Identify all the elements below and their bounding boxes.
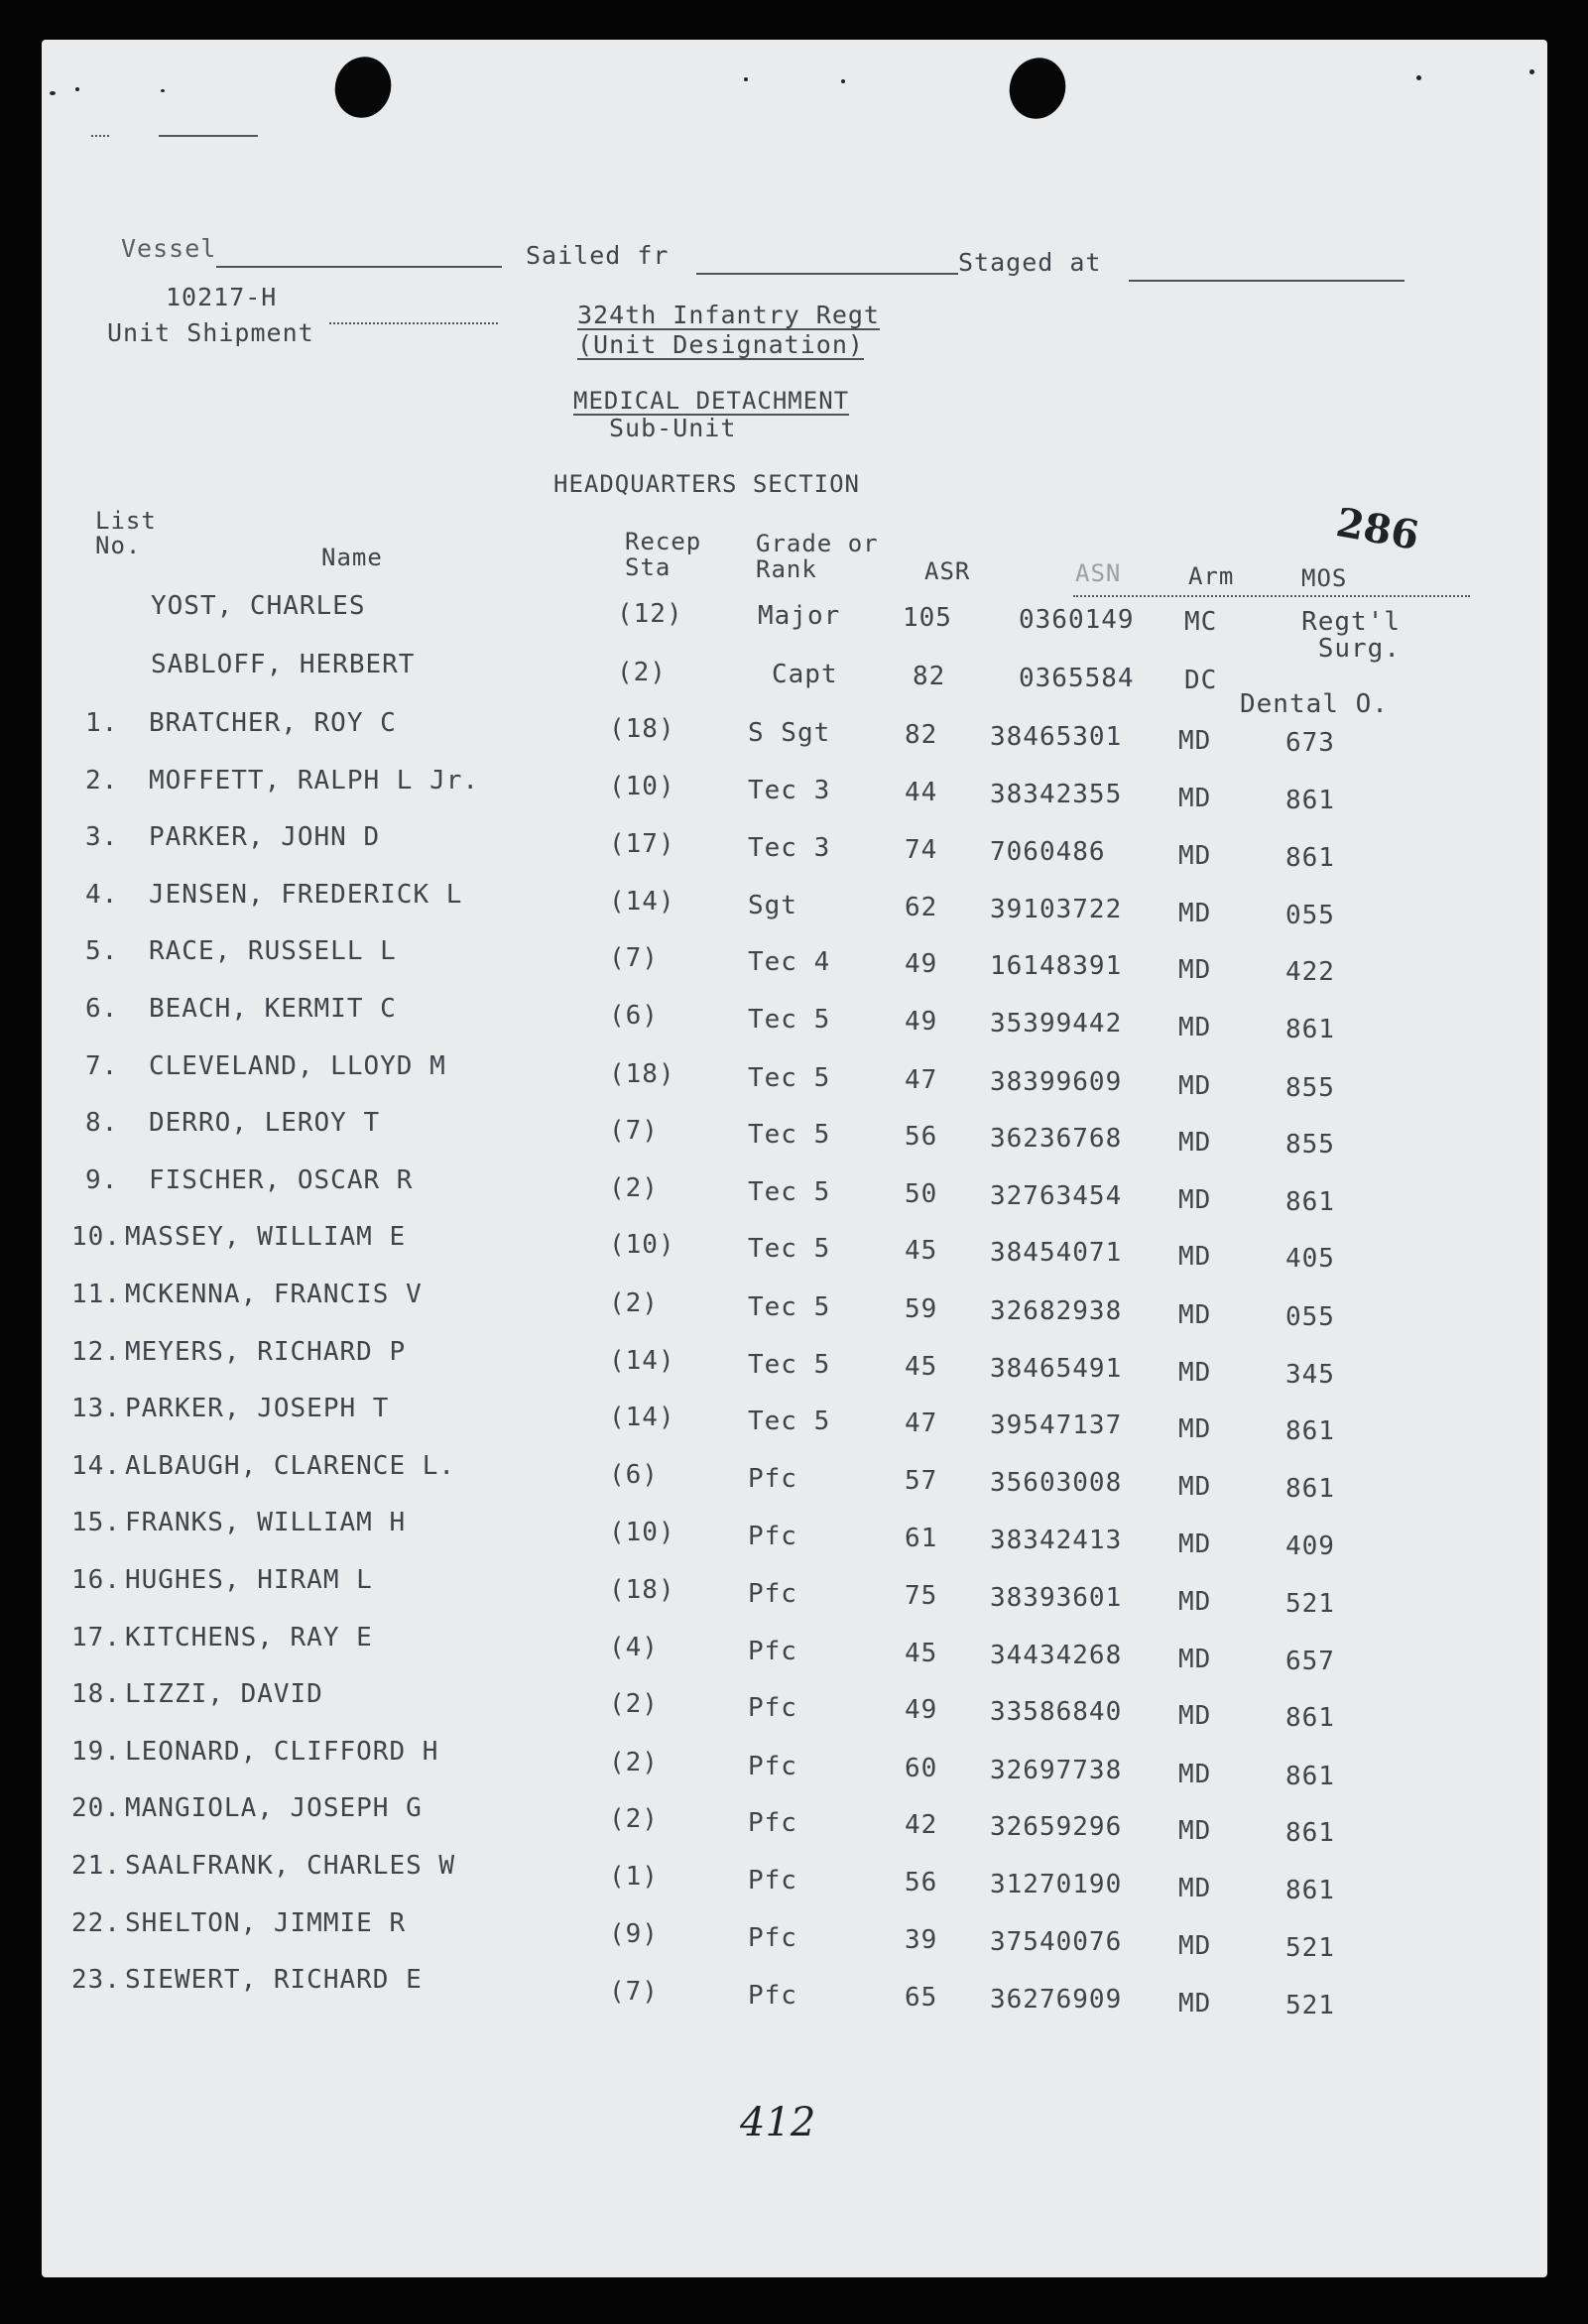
row-name: SHELTON, JIMMIE R [125, 1908, 407, 1938]
row-mos: 861 [1285, 1703, 1335, 1733]
header-rule [1073, 595, 1470, 597]
row-name: HUGHES, HIRAM L [125, 1565, 373, 1595]
row-asn: 39103722 [990, 895, 1123, 924]
row-arm: MD [1178, 1242, 1212, 1272]
row-list-no: 6. [85, 994, 119, 1024]
row-name: BEACH, KERMIT C [149, 994, 397, 1024]
row-asn: 38342355 [990, 780, 1123, 809]
sub-unit-label: Sub-Unit [609, 414, 737, 442]
row-arm: MD [1178, 1358, 1212, 1388]
row-asn: 33586840 [990, 1697, 1123, 1727]
row-list-no: 1. [85, 708, 119, 738]
speck [1529, 69, 1534, 74]
row-list-no: 4. [85, 880, 119, 910]
row-name: JENSEN, FREDERICK L [149, 880, 463, 910]
row-asr: 45 [905, 1639, 938, 1668]
row-asr: 45 [905, 1236, 938, 1266]
row-mos: 521 [1285, 1991, 1335, 2020]
row-asr: 59 [905, 1294, 938, 1324]
row-asn: 32682938 [990, 1296, 1123, 1326]
row-list-no: 17. [71, 1623, 121, 1652]
row-asr: 56 [905, 1122, 938, 1152]
row-sta: (2) [609, 1748, 659, 1777]
handwritten-number: 412 [740, 2100, 816, 2145]
row-asn: 0365584 [1019, 664, 1135, 693]
row-arm: MD [1178, 1931, 1212, 1961]
punch-hole-right [1002, 51, 1073, 126]
row-sta: (6) [609, 1001, 659, 1031]
row-sta: (2) [609, 1288, 659, 1318]
sailed-label: Sailed fr [526, 241, 670, 270]
row-sta: (7) [609, 1116, 659, 1146]
row-asn: 36236768 [990, 1124, 1123, 1154]
row-mos: 521 [1285, 1933, 1335, 1963]
row-mos: 405 [1285, 1244, 1335, 1274]
row-arm: MD [1178, 1587, 1212, 1617]
row-asn: 34434268 [990, 1641, 1123, 1670]
col-header-list-no: List No. [95, 507, 157, 560]
row-asr: 47 [905, 1408, 938, 1438]
row-grade: Pfc [748, 1808, 797, 1838]
page-number-stamp: 286 [1332, 499, 1423, 559]
row-asn: 38465491 [990, 1354, 1123, 1384]
row-sta: (14) [609, 887, 675, 917]
row-list-no: 8. [85, 1108, 119, 1138]
staged-blank [1129, 280, 1405, 282]
sub-unit-value: MEDICAL DETACHMENT [573, 387, 850, 415]
row-arm: MD [1178, 1128, 1212, 1158]
col-header-asr: ASR [924, 557, 971, 585]
row-arm: MD [1178, 1989, 1212, 2018]
row-arm: MD [1178, 1472, 1212, 1502]
row-grade: Tec 4 [748, 947, 831, 977]
row-mos: 055 [1285, 1302, 1335, 1332]
row-mos: 409 [1285, 1531, 1335, 1561]
row-grade: Pfc [748, 1752, 797, 1781]
row-name: MOFFETT, RALPH L Jr. [149, 766, 480, 795]
row-mos: 673 [1285, 728, 1335, 758]
row-name: MEYERS, RICHARD P [125, 1337, 407, 1367]
row-mos: 861 [1285, 1762, 1335, 1791]
document-page [42, 40, 1547, 2277]
row-mos: 422 [1285, 957, 1335, 987]
row-asr: 39 [905, 1925, 938, 1955]
row-mos: 855 [1285, 1073, 1335, 1103]
row-asr: 42 [905, 1810, 938, 1840]
row-sta: (18) [609, 1575, 675, 1605]
row-mos: 861 [1285, 1474, 1335, 1504]
unit-designation-label: (Unit Designation) [577, 330, 864, 359]
row-mos: 345 [1285, 1360, 1335, 1390]
row-name: MASSEY, WILLIAM E [125, 1222, 407, 1252]
speck [1416, 75, 1421, 80]
row-arm: MD [1178, 1300, 1212, 1330]
row-arm: MD [1178, 955, 1212, 985]
row-asn: 31270190 [990, 1870, 1123, 1899]
row-grade: Tec 5 [748, 1234, 831, 1264]
row-grade: Capt [772, 660, 838, 689]
row-list-no: 5. [85, 936, 119, 966]
row-mos: 855 [1285, 1130, 1335, 1160]
row-sta: (18) [609, 1059, 675, 1089]
row-name: YOST, CHARLES [151, 591, 366, 621]
row-name: PARKER, JOSEPH T [125, 1394, 390, 1423]
row-sta: (9) [609, 1919, 659, 1949]
vessel-blank [216, 266, 502, 268]
speck [50, 91, 56, 95]
row-asr: 61 [905, 1524, 938, 1553]
row-sta: (1) [609, 1862, 659, 1892]
row-asn: 38342413 [990, 1526, 1123, 1555]
row-grade: Major [758, 601, 841, 631]
row-arm: MD [1178, 899, 1212, 928]
row-arm: MD [1178, 1013, 1212, 1042]
unit-shipment-blank [329, 322, 498, 324]
row-grade: Tec 5 [748, 1292, 831, 1322]
row-asr: 47 [905, 1065, 938, 1095]
row-mos: 861 [1285, 786, 1335, 815]
row-asr: 82 [905, 720, 938, 750]
row-grade: Tec 5 [748, 1063, 831, 1093]
row-arm: MD [1178, 726, 1212, 756]
row-grade: Pfc [748, 1923, 797, 1953]
row-asr: 74 [905, 835, 938, 865]
row-grade: Sgt [748, 891, 797, 920]
row-name: KITCHENS, RAY E [125, 1623, 373, 1652]
row-asn: 32659296 [990, 1812, 1123, 1842]
row-sta: (12) [617, 599, 683, 629]
row-name: SABLOFF, HERBERT [151, 650, 416, 679]
row-arm: MD [1178, 784, 1212, 813]
row-grade: Tec 5 [748, 1005, 831, 1035]
row-arm: MD [1178, 1701, 1212, 1731]
row-list-no: 19. [71, 1737, 121, 1767]
unit-shipment-label: Unit Shipment [107, 318, 314, 347]
row-asn: 38393601 [990, 1583, 1123, 1613]
row-grade: Pfc [748, 1522, 797, 1551]
speck [744, 77, 748, 81]
row-grade: Tec 5 [748, 1120, 831, 1150]
speck [161, 89, 165, 92]
row-asn: 35399442 [990, 1009, 1123, 1039]
row-mos: 657 [1285, 1647, 1335, 1676]
row-grade: Pfc [748, 1579, 797, 1609]
row-sta: (14) [609, 1346, 675, 1376]
row-asr: 75 [905, 1581, 938, 1611]
row-asr: 49 [905, 949, 938, 979]
row-name: MANGIOLA, JOSEPH G [125, 1793, 423, 1823]
unit-shipment-value: 10217-H [166, 283, 278, 311]
row-name: LEONARD, CLIFFORD H [125, 1737, 439, 1767]
row-list-no: 2. [85, 766, 119, 795]
row-sta: (2) [617, 658, 667, 687]
unit-designation-value: 324th Infantry Regt [577, 301, 880, 329]
col-header-name: Name [321, 544, 383, 571]
row-asr: 45 [905, 1352, 938, 1382]
row-list-no: 10. [71, 1222, 121, 1252]
row-mos: Regt'l Surg. [1301, 607, 1401, 665]
row-asr: 44 [905, 778, 938, 807]
row-list-no: 23. [71, 1965, 121, 1995]
row-sta: (17) [609, 829, 675, 859]
row-list-no: 13. [71, 1394, 121, 1423]
row-grade: Tec 5 [748, 1350, 831, 1380]
row-mos: 861 [1285, 1818, 1335, 1848]
row-name: SIEWERT, RICHARD E [125, 1965, 423, 1995]
row-name: CLEVELAND, LLOYD M [149, 1051, 446, 1081]
row-arm: MD [1178, 841, 1212, 871]
pencil-mark [159, 135, 258, 137]
row-arm: MD [1178, 1529, 1212, 1559]
row-grade: Pfc [748, 1866, 797, 1896]
row-mos: 861 [1285, 843, 1335, 873]
col-header-asn: ASN [1075, 559, 1122, 587]
row-name: FISCHER, OSCAR R [149, 1165, 414, 1195]
pencil-mark [91, 135, 109, 137]
row-asr: 82 [913, 662, 946, 691]
row-name: SAALFRANK, CHARLES W [125, 1851, 456, 1881]
row-mos: 861 [1285, 1416, 1335, 1446]
punch-hole-left [327, 50, 399, 125]
row-mos: Dental O. [1240, 689, 1389, 719]
row-list-no: 22. [71, 1908, 121, 1938]
col-header-arm: Arm [1188, 562, 1235, 590]
row-arm: MD [1178, 1874, 1212, 1903]
row-asr: 60 [905, 1754, 938, 1783]
row-asn: 32697738 [990, 1756, 1123, 1785]
row-grade: Tec 5 [748, 1177, 831, 1207]
row-sta: (2) [609, 1173, 659, 1203]
row-name: PARKER, JOHN D [149, 822, 381, 852]
col-header-recep-sta: Recep Sta [625, 528, 702, 582]
row-list-no: 12. [71, 1337, 121, 1367]
row-sta: (2) [609, 1804, 659, 1834]
speck [841, 79, 845, 83]
row-grade: Tec 3 [748, 833, 831, 863]
row-asn: 16148391 [990, 951, 1123, 981]
row-arm: MD [1178, 1760, 1212, 1789]
row-asr: 50 [905, 1179, 938, 1209]
row-grade: Tec 5 [748, 1407, 831, 1436]
row-sta: (10) [609, 772, 675, 801]
row-grade: Pfc [748, 1981, 797, 2011]
row-arm: MD [1178, 1414, 1212, 1444]
row-mos: 861 [1285, 1876, 1335, 1905]
row-sta: (6) [609, 1460, 659, 1490]
row-asn: 37540076 [990, 1927, 1123, 1957]
row-grade: Pfc [748, 1693, 797, 1723]
row-asn: 38454071 [990, 1238, 1123, 1268]
row-name: FRANKS, WILLIAM H [125, 1508, 407, 1537]
row-list-no: 16. [71, 1565, 121, 1595]
row-grade: Tec 3 [748, 776, 831, 805]
row-asn: 35603008 [990, 1468, 1123, 1498]
row-sta: (7) [609, 1977, 659, 2007]
row-list-no: 21. [71, 1851, 121, 1881]
row-asr: 62 [905, 893, 938, 922]
row-asn: 36276909 [990, 1985, 1123, 2015]
row-asn: 7060486 [990, 837, 1106, 867]
col-header-mos: MOS [1301, 564, 1348, 592]
row-grade: Pfc [748, 1464, 797, 1494]
row-asn: 38465301 [990, 722, 1123, 752]
section-title: HEADQUARTERS SECTION [553, 470, 860, 498]
row-name: ALBAUGH, CLARENCE L. [125, 1451, 456, 1481]
row-asr: 49 [905, 1007, 938, 1037]
row-asn: 32763454 [990, 1181, 1123, 1211]
row-list-no: 20. [71, 1793, 121, 1823]
row-list-no: 18. [71, 1679, 121, 1709]
row-name: BRATCHER, ROY C [149, 708, 397, 738]
row-list-no: 3. [85, 822, 119, 852]
row-sta: (10) [609, 1230, 675, 1260]
row-mos: 861 [1285, 1187, 1335, 1217]
row-sta: (10) [609, 1518, 675, 1547]
row-asr: 65 [905, 1983, 938, 2013]
row-asr: 57 [905, 1466, 938, 1496]
staged-label: Staged at [958, 248, 1102, 277]
row-arm: DC [1184, 666, 1218, 695]
row-asn: 0360149 [1019, 605, 1135, 635]
row-asr: 56 [905, 1868, 938, 1897]
row-asr: 49 [905, 1695, 938, 1725]
row-grade: S Sgt [748, 718, 831, 748]
row-arm: MD [1178, 1645, 1212, 1674]
row-name: LIZZI, DAVID [125, 1679, 323, 1709]
row-mos: 055 [1285, 901, 1335, 930]
row-sta: (7) [609, 943, 659, 973]
row-asn: 39547137 [990, 1410, 1123, 1440]
row-sta: (14) [609, 1403, 675, 1432]
col-header-grade: Grade or Rank [756, 530, 879, 584]
row-arm: MD [1178, 1816, 1212, 1846]
row-asr: 105 [903, 603, 952, 633]
row-list-no: 14. [71, 1451, 121, 1481]
row-name: MCKENNA, FRANCIS V [125, 1280, 423, 1309]
row-list-no: 15. [71, 1508, 121, 1537]
row-arm: MD [1178, 1185, 1212, 1215]
row-mos: 861 [1285, 1015, 1335, 1044]
row-name: DERRO, LEROY T [149, 1108, 381, 1138]
row-list-no: 9. [85, 1165, 119, 1195]
row-sta: (4) [609, 1633, 659, 1662]
row-list-no: 7. [85, 1051, 119, 1081]
row-list-no: 11. [71, 1280, 121, 1309]
speck [75, 87, 79, 91]
row-sta: (2) [609, 1689, 659, 1719]
row-sta: (18) [609, 714, 675, 744]
row-name: RACE, RUSSELL L [149, 936, 397, 966]
row-mos: 521 [1285, 1589, 1335, 1619]
row-asn: 38399609 [990, 1067, 1123, 1097]
row-grade: Pfc [748, 1637, 797, 1666]
row-arm: MC [1184, 607, 1218, 637]
vessel-label: Vessel [121, 234, 217, 263]
row-arm: MD [1178, 1071, 1212, 1101]
sailed-blank [696, 273, 958, 275]
